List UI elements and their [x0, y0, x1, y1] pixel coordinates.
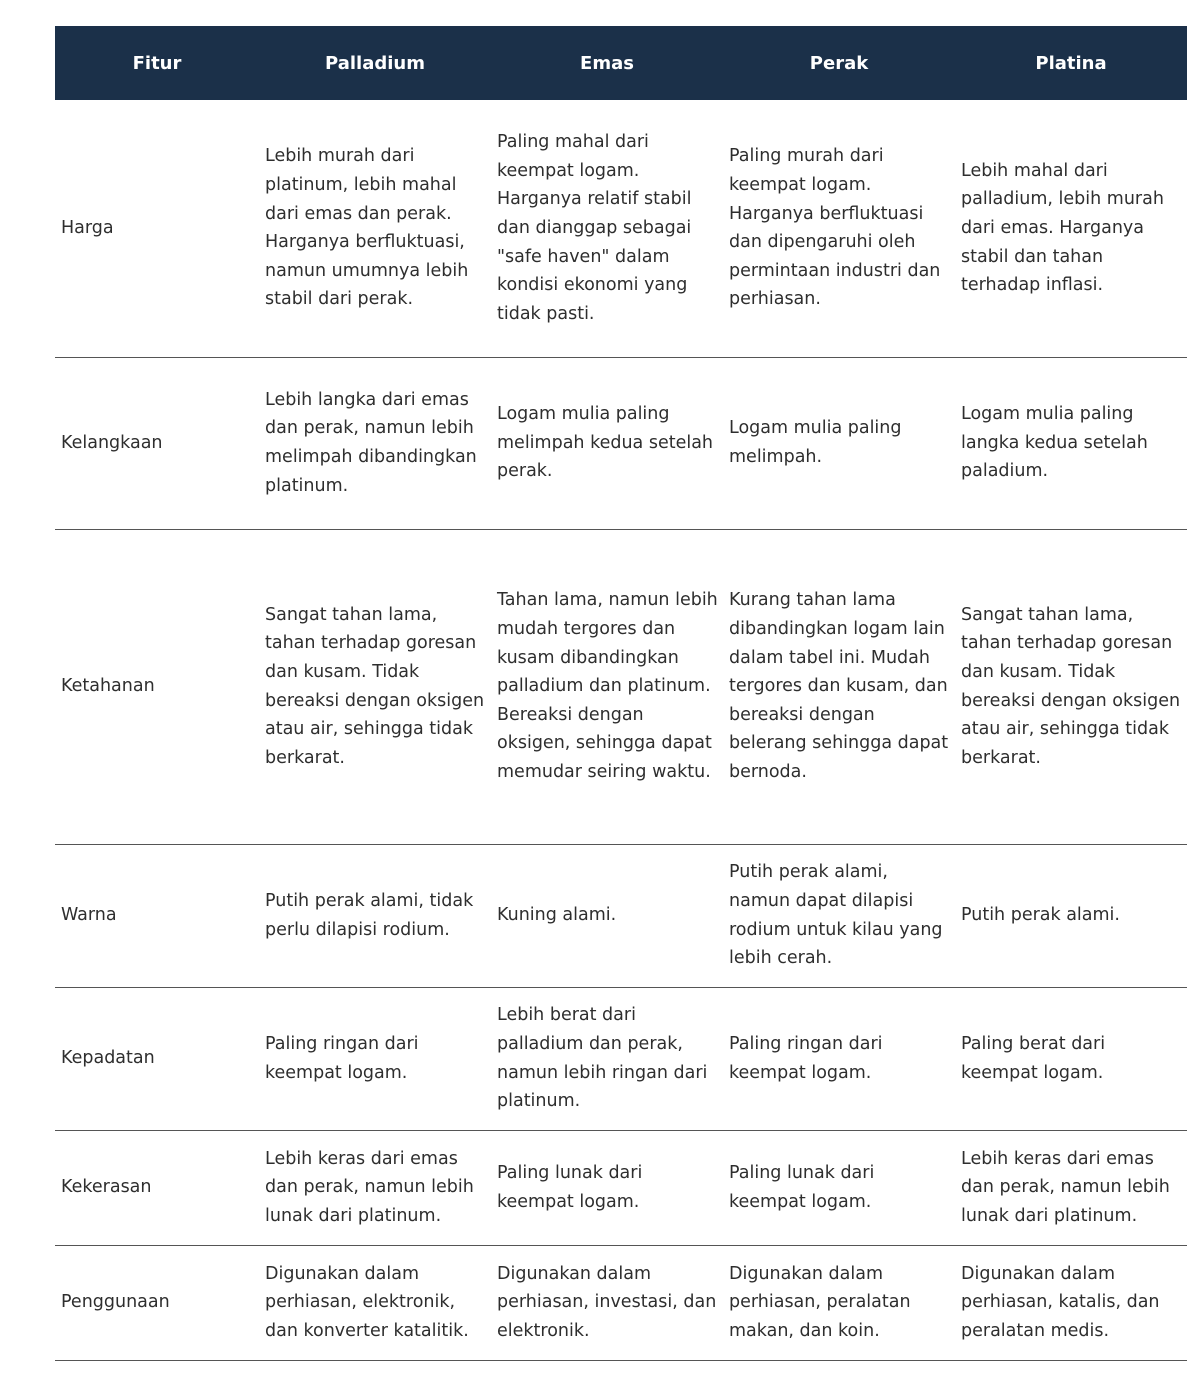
comparison-table: [55, 26, 1187, 1361]
table-row: [55, 1130, 1187, 1245]
header-platina: Platina: [955, 26, 1187, 100]
table-row: [55, 1245, 1187, 1360]
value-cell: Lebih keras dari emas dan perak, namun lebih lunak dari platinum.: [955, 1130, 1187, 1245]
value-cell: Lebih keras dari emas dan perak, namun lebih lunak dari platinum.: [259, 1130, 491, 1245]
value-cell: Paling lunak dari keempat logam.: [723, 1130, 955, 1245]
value-cell: Tahan lama, namun lebih mudah tergores dan kusam dibandingkan palladium dan platinum. Bereaksi dengan oksigen, sehingga dapat memudar seiring waktu.: [491, 529, 723, 844]
value-cell: Logam mulia paling langka kedua setelah paladium.: [955, 357, 1187, 529]
value-cell: Lebih murah dari platinum, lebih mahal dari emas dan perak. Harganya berfluktuasi, namun umumnya lebih stabil dari perak.: [259, 100, 491, 357]
value-cell: Logam mulia paling melimpah kedua setelah perak.: [491, 357, 723, 529]
value-cell: Digunakan dalam perhiasan, katalis, dan peralatan medis.: [955, 1245, 1187, 1360]
header-perak: Perak: [723, 26, 955, 100]
feature-cell: Ketahanan: [55, 529, 259, 844]
value-cell: Paling berat dari keempat logam.: [955, 987, 1187, 1130]
value-cell: Paling lunak dari keempat logam.: [491, 1130, 723, 1245]
feature-cell: Harga: [55, 100, 259, 357]
value-cell: Paling mahal dari keempat logam. Harganya relatif stabil dan dianggap sebagai "safe haven" dalam kondisi ekonomi yang tidak pasti.: [491, 100, 723, 357]
value-cell: Digunakan dalam perhiasan, elektronik, dan konverter katalitik.: [259, 1245, 491, 1360]
value-cell: Sangat tahan lama, tahan terhadap goresan dan kusam. Tidak bereaksi dengan oksigen atau air, sehingga tidak berkarat.: [259, 529, 491, 844]
feature-cell: Warna: [55, 844, 259, 987]
value-cell: Paling murah dari keempat logam. Harganya berfluktuasi dan dipengaruhi oleh permintaan industri dan perhiasan.: [723, 100, 955, 357]
value-cell: Paling ringan dari keempat logam.: [723, 987, 955, 1130]
value-cell: Paling ringan dari keempat logam.: [259, 987, 491, 1130]
feature-cell: Kekerasan: [55, 1130, 259, 1245]
value-cell: Digunakan dalam perhiasan, peralatan makan, dan koin.: [723, 1245, 955, 1360]
table-row: [55, 529, 1187, 844]
header-palladium: Palladium: [259, 26, 491, 100]
value-cell: Lebih langka dari emas dan perak, namun lebih melimpah dibandingkan platinum.: [259, 357, 491, 529]
header-row: [55, 26, 1187, 100]
table-row: [55, 100, 1187, 357]
value-cell: Lebih berat dari palladium dan perak, namun lebih ringan dari platinum.: [491, 987, 723, 1130]
value-cell: Sangat tahan lama, tahan terhadap goresan dan kusam. Tidak bereaksi dengan oksigen atau air, sehingga tidak berkarat.: [955, 529, 1187, 844]
header-emas: Emas: [491, 26, 723, 100]
value-cell: Kuning alami.: [491, 844, 723, 987]
value-cell: Kurang tahan lama dibandingkan logam lain dalam tabel ini. Mudah tergores dan kusam, dan bereaksi dengan belerang sehingga dapat bernoda.: [723, 529, 955, 844]
value-cell: Logam mulia paling melimpah.: [723, 357, 955, 529]
feature-cell: Kepadatan: [55, 987, 259, 1130]
header-fitur: Fitur: [55, 26, 259, 100]
value-cell: Lebih mahal dari palladium, lebih murah dari emas. Harganya stabil dan tahan terhadap inflasi.: [955, 100, 1187, 357]
table-row: [55, 357, 1187, 529]
table-row: [55, 987, 1187, 1130]
value-cell: Putih perak alami.: [955, 844, 1187, 987]
feature-cell: Kelangkaan: [55, 357, 259, 529]
feature-cell: Penggunaan: [55, 1245, 259, 1360]
table-row: [55, 844, 1187, 987]
value-cell: Putih perak alami, tidak perlu dilapisi rodium.: [259, 844, 491, 987]
value-cell: Putih perak alami, namun dapat dilapisi rodium untuk kilau yang lebih cerah.: [723, 844, 955, 987]
value-cell: Digunakan dalam perhiasan, investasi, dan elektronik.: [491, 1245, 723, 1360]
